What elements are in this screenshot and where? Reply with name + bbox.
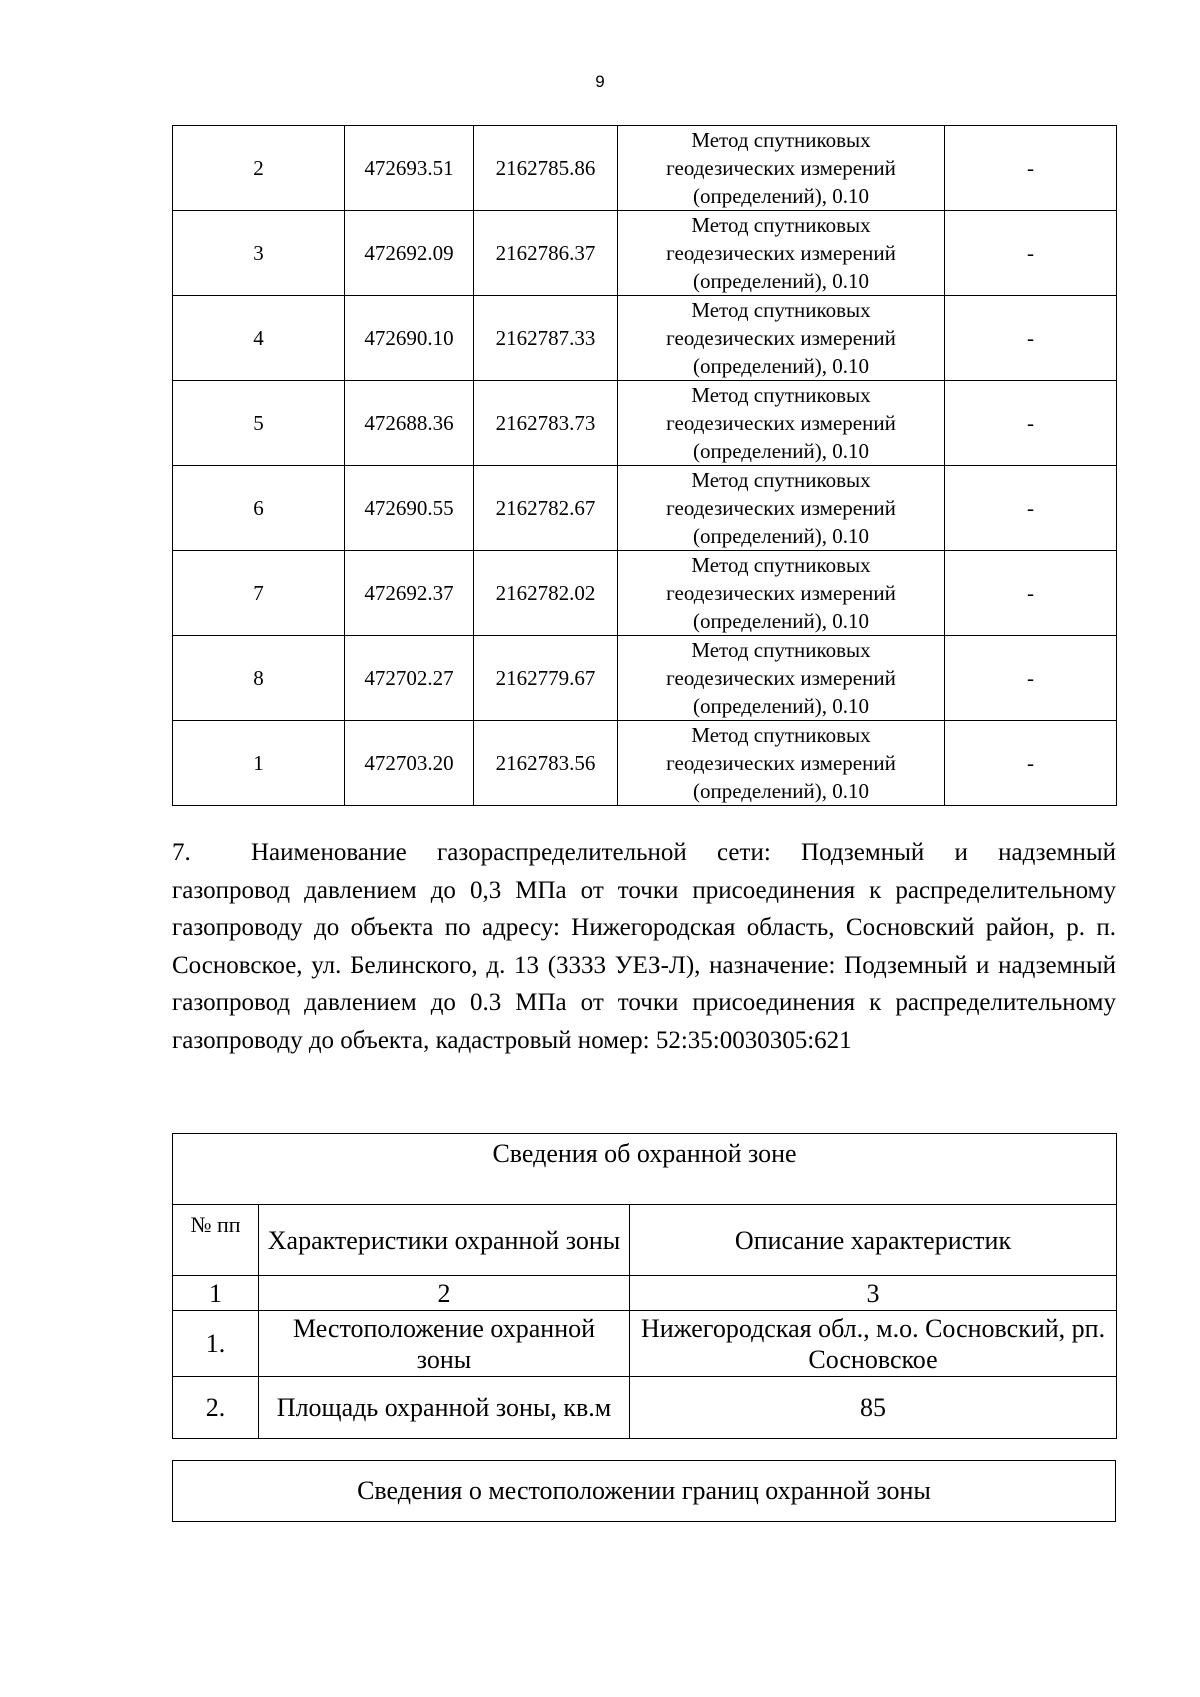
table-row: [173, 296, 1117, 381]
table-index-row: [173, 1276, 1117, 1311]
coordinate-x: 472688.36: [345, 381, 474, 466]
coordinate-x: 472690.10: [345, 296, 474, 381]
table-header-row: [173, 1205, 1117, 1276]
coordinate-x: 472703.20: [345, 721, 474, 806]
table-row: [173, 636, 1117, 721]
point-number: 8: [173, 636, 345, 721]
table-row: [173, 721, 1117, 806]
boundary-title: Сведения о местоположении границ охранной зоны: [173, 1461, 1116, 1522]
column-header-number: № пп: [173, 1205, 259, 1276]
table-row: [173, 466, 1117, 551]
coordinate-x: 472692.09: [345, 211, 474, 296]
coordinate-x: 472693.51: [345, 126, 474, 211]
coordinate-x: 472702.27: [345, 636, 474, 721]
note-cell: -: [945, 466, 1117, 551]
description-cell: 85: [630, 1377, 1117, 1439]
note-cell: -: [945, 636, 1117, 721]
method-cell: Метод спутниковых геодезических измерений (определений), 0.10: [618, 636, 945, 721]
table-title-row: [173, 1461, 1116, 1522]
note-cell: -: [945, 126, 1117, 211]
method-cell: Метод спутниковых геодезических измерений (определений), 0.10: [618, 381, 945, 466]
table-row: [173, 1377, 1117, 1439]
table-row: [173, 126, 1117, 211]
characteristic-cell: Местоположение охранной зоны: [259, 1311, 630, 1377]
method-cell: Метод спутниковых геодезических измерений (определений), 0.10: [618, 721, 945, 806]
characteristic-cell: Площадь охранной зоны, кв.м: [259, 1377, 630, 1439]
table-row: [173, 1311, 1117, 1377]
method-cell: Метод спутниковых геодезических измерений (определений), 0.10: [618, 466, 945, 551]
zone-info-title: Сведения об охранной зоне: [173, 1134, 1117, 1205]
point-number: 1: [173, 721, 345, 806]
table-row: [173, 381, 1117, 466]
section-text: Наименование газораспределительной сети: Подземный и надземный газопровод давлением до 0,3 МПа от точки присоединения к распределительному газопроводу до объекта по адресу: Нижегородская область, Сосновский район, р. п. Сосновское, ул. Белинского, д. 13 (3333 УЕЗ-Л), назначение: Подземный и надземный газопровод давлением до 0.3 МПа от точки присоединения к распределительному газопроводу до объекта, кадастровый номер: 52:35:0030305:621: [172, 839, 1116, 1054]
column-header-characteristic: Характеристики охранной зоны: [259, 1205, 630, 1276]
coordinate-y: 2162787.33: [474, 296, 618, 381]
index-cell: 2: [259, 1276, 630, 1311]
note-cell: -: [945, 211, 1117, 296]
method-cell: Метод спутниковых геодезических измерений (определений), 0.10: [618, 551, 945, 636]
coordinate-x: 472692.37: [345, 551, 474, 636]
table-row: [173, 211, 1117, 296]
note-cell: -: [945, 721, 1117, 806]
point-number: 4: [173, 296, 345, 381]
coordinate-y: 2162785.86: [474, 126, 618, 211]
point-number: 6: [173, 466, 345, 551]
coordinate-y: 2162786.37: [474, 211, 618, 296]
table-title-row: [173, 1134, 1117, 1205]
note-cell: -: [945, 381, 1117, 466]
point-number: 3: [173, 211, 345, 296]
point-number: 2: [173, 126, 345, 211]
note-cell: -: [945, 296, 1117, 381]
index-cell: 1: [173, 1276, 259, 1311]
coordinate-y: 2162783.73: [474, 381, 618, 466]
coordinate-y: 2162783.56: [474, 721, 618, 806]
method-cell: Метод спутниковых геодезических измерений (определений), 0.10: [618, 211, 945, 296]
page-number: 9: [595, 72, 605, 91]
point-number: 5: [173, 381, 345, 466]
section-number: 7.: [172, 839, 191, 866]
coordinate-y: 2162782.67: [474, 466, 618, 551]
coordinates-table: [172, 125, 1117, 806]
coordinate-y: 2162779.67: [474, 636, 618, 721]
point-number: 7: [173, 551, 345, 636]
table-row: [173, 551, 1117, 636]
index-cell: 3: [630, 1276, 1117, 1311]
section-paragraph: [172, 834, 1116, 1059]
row-number: 2.: [173, 1377, 259, 1439]
method-cell: Метод спутниковых геодезических измерений (определений), 0.10: [618, 296, 945, 381]
coordinate-y: 2162782.02: [474, 551, 618, 636]
description-cell: Нижегородская обл., м.о. Сосновский, рп. Сосновское: [630, 1311, 1117, 1377]
boundary-table: [172, 1460, 1116, 1522]
column-header-description: Описание характеристик: [630, 1205, 1117, 1276]
note-cell: -: [945, 551, 1117, 636]
method-cell: Метод спутниковых геодезических измерений (определений), 0.10: [618, 126, 945, 211]
coordinate-x: 472690.55: [345, 466, 474, 551]
row-number: 1.: [173, 1311, 259, 1377]
zone-info-table: [172, 1133, 1117, 1439]
